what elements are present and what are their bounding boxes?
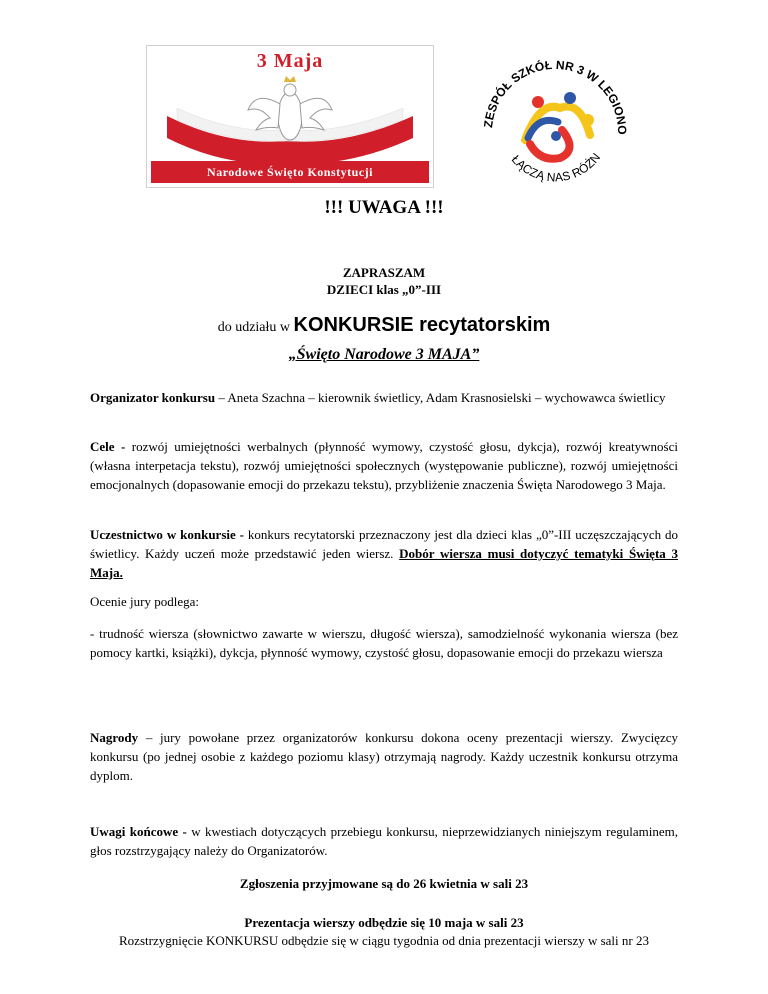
school-logo	[470, 40, 640, 210]
final-notes-paragraph	[90, 822, 678, 860]
contest-intro	[0, 314, 768, 337]
school-motto-arc: ŁĄCZĄ NAS RÓŻN	[508, 150, 604, 185]
prizes-label: Nagrody	[90, 730, 139, 745]
school-name-arc: ZESPÓŁ SZKÓŁ NR 3 W LEGIONO	[481, 57, 630, 135]
applications-deadline: Zgłoszenia przyjmowane są do 26 kwietnia w sali 23	[239, 876, 529, 891]
final-notes-text: w kwestiach dotyczących przebiegu konkursu, nieprzewidzianych niniejszym regulaminem, głos rozstrzygający należy do Organizatorów.	[90, 824, 678, 858]
constitution-day-logo	[146, 45, 434, 188]
results-announcement: Rozstrzygnięcie KONKURSU odbędzie się w ciągu tygodnia od dnia prezentacji wierszy w sali nr 23	[119, 933, 649, 948]
prizes-text: – jury powołane przez organizatorów konkursu dokona oceny prezentacji wierszy. Zwycięzcy konkursu (po jednej osobie z każdego poziomu klasy) otrzymają nagrody. Każdy uczestnik konkursu otrzyma dyplom.	[90, 730, 678, 783]
jury-criteria: - trudność wiersza (słownictwo zawarte w wierszu, długość wiersza), samodzielność wykonania wiersza (bez pomocy kartki, książki), dykcja, płynność wymowy, czystość głosu, dopasowanie emocji do przekazu wiersza	[90, 626, 678, 660]
participation-label: Uczestnictwo w konkursie -	[90, 527, 245, 542]
organizer-label: Organizator konkursu	[90, 390, 216, 405]
logo-footer: Narodowe Święto Konstytucji	[151, 161, 429, 183]
invitation-line-2: DZIECI klas „0”-III	[326, 282, 442, 297]
invitation	[0, 264, 768, 298]
logo-title: 3 Maja	[256, 50, 324, 72]
presentation-date: Prezentacja wierszy odbędzie się 10 maja w sali 23	[244, 915, 524, 930]
organizer-paragraph	[90, 388, 678, 407]
prizes-paragraph	[90, 728, 678, 785]
participation-text: konkurs recytatorski przeznaczony jest dla dzieci klas „0”-III uczęszczających do świetlicy. Każdy uczeń może przedstawić jeden wiersz.	[90, 527, 678, 561]
goals-text: rozwój umiejętności werbalnych (płynność wymowy, czystość głosu, dykcja), rozwój kreatywności (własna interpetacja tekstu), rozwój umiejętności społecznych (występowanie publiczne), rozwój umiejętności emocjonalnych (dopasowanie emocji do przekazu tekstu), przybliżenie znaczenia Święta Narodowego 3 Maja.	[90, 439, 678, 492]
goals-paragraph	[90, 437, 678, 494]
organizer-text: – Aneta Szachna – kierownik świetlicy, Adam Krasnosielski – wychowawca świetlicy	[215, 390, 666, 405]
alert-heading: !!! UWAGA !!!	[324, 197, 444, 218]
invitation-line-1: ZAPRASZAM	[342, 265, 426, 280]
jury-intro: Ocenie jury podlega:	[90, 594, 200, 609]
contest-subtitle: „Święto Narodowe 3 MAJA”	[288, 346, 480, 363]
final-notes-label: Uwagi końcowe -	[90, 824, 187, 839]
participation-paragraph	[90, 525, 678, 582]
participation-emphasis: Dobór wiersza musi dotyczyć tematyki Święta 3 Maja.	[90, 546, 678, 580]
figures-icon	[525, 92, 594, 159]
goals-label: Cele -	[90, 439, 126, 454]
contest-intro-small: do udziału w	[217, 320, 291, 335]
contest-intro-big: KONKURSIE recytatorskim	[293, 314, 551, 336]
